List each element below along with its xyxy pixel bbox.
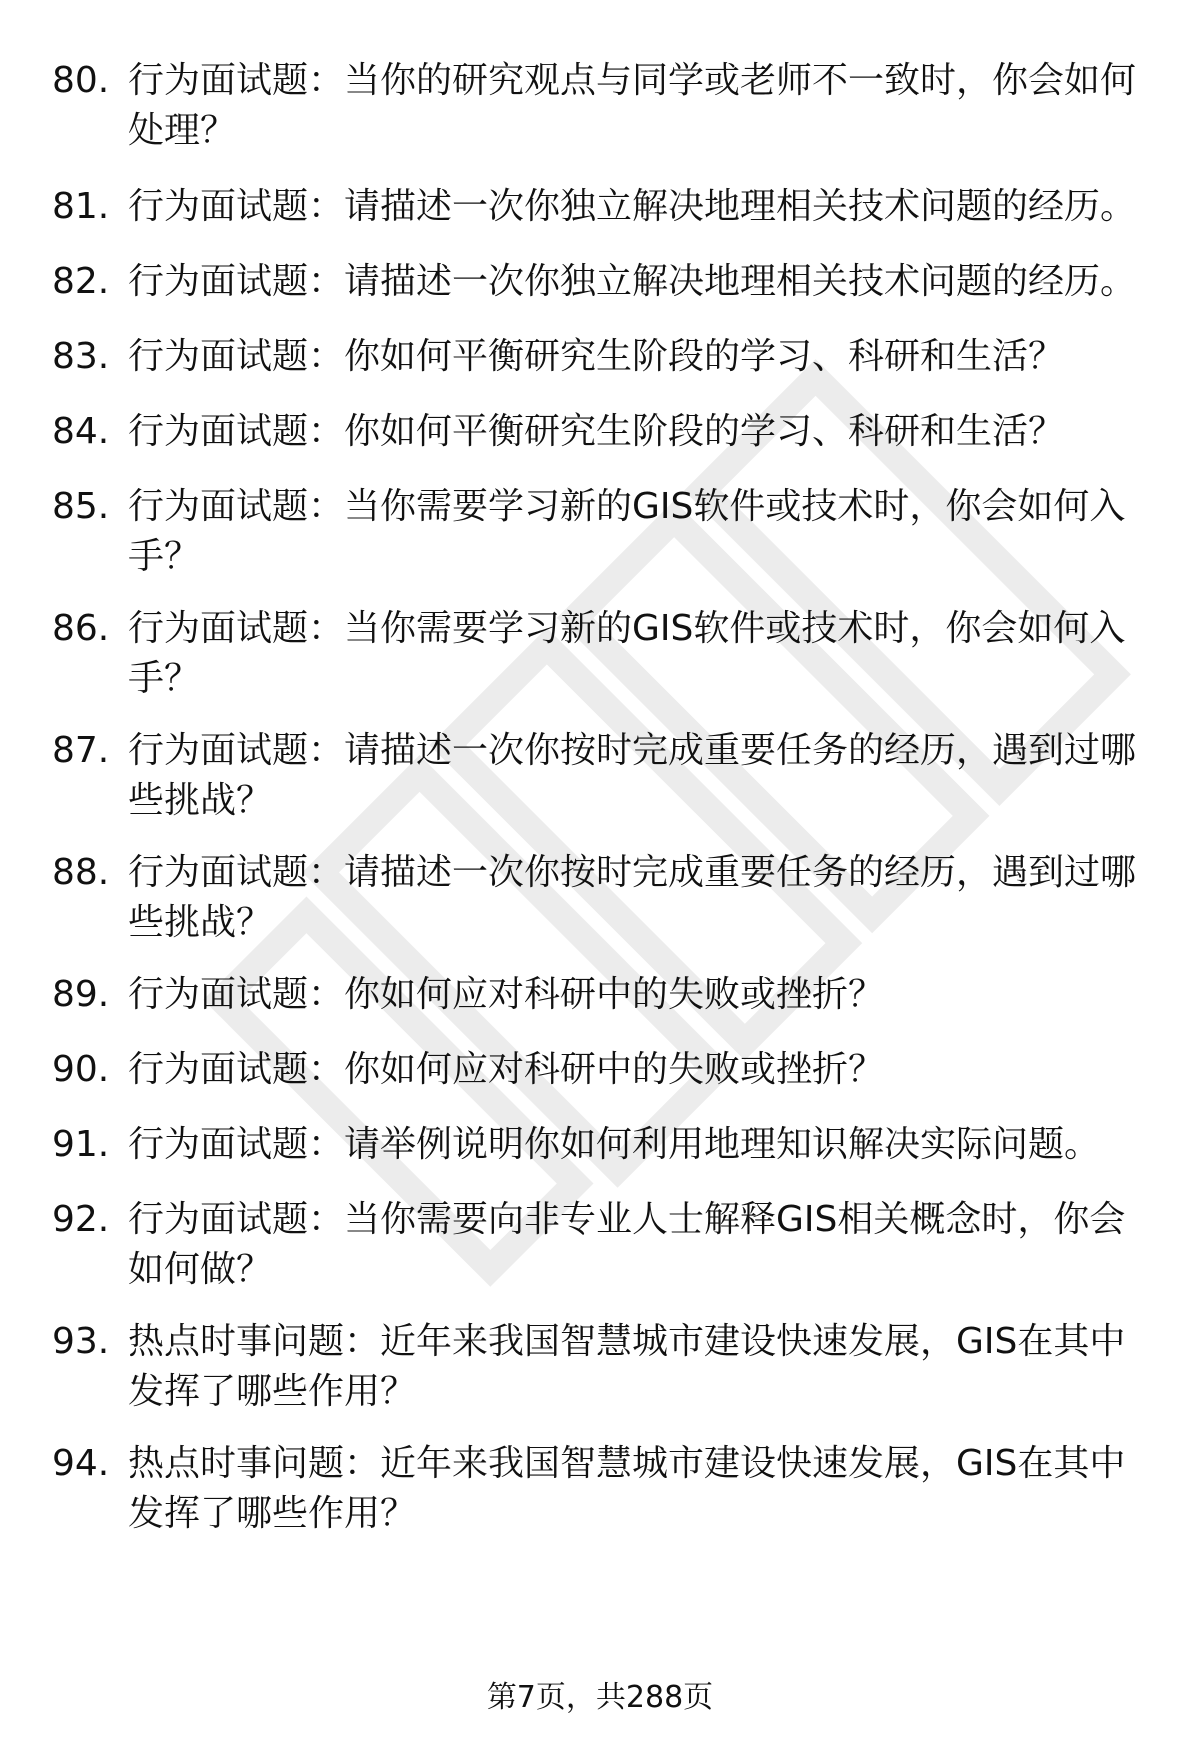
item-number: 88. — [52, 852, 110, 893]
item-number: 94. — [52, 1443, 110, 1484]
list-item — [52, 1120, 1152, 1170]
item-text: 行为面试题：当你需要学习新的GIS软件或技术时，你会如何入手？ — [128, 486, 1126, 577]
list-item — [52, 56, 1152, 156]
item-text: 行为面试题：你如何应对科研中的失败或挫折？ — [128, 974, 885, 1015]
item-text: 行为面试题：请描述一次你按时完成重要任务的经历，遇到过哪些挑战？ — [128, 852, 1137, 943]
item-text: 行为面试题：当你需要向非专业人士解释GIS相关概念时，你会如何做？ — [128, 1199, 1126, 1290]
list-item — [52, 604, 1152, 704]
item-text: 行为面试题：你如何应对科研中的失败或挫折？ — [128, 1049, 885, 1090]
question-list — [52, 56, 1152, 1539]
list-item — [52, 257, 1152, 307]
item-text: 行为面试题：你如何平衡研究生阶段的学习、科研和生活？ — [128, 411, 1065, 452]
item-text: 行为面试题：你如何平衡研究生阶段的学习、科研和生活？ — [128, 336, 1065, 377]
item-text: 热点时事问题：近年来我国智慧城市建设快速发展，GIS在其中发挥了哪些作用？ — [128, 1321, 1126, 1412]
item-text: 行为面试题：请描述一次你独立解决地理相关技术问题的经历。 — [128, 186, 1137, 227]
list-item — [52, 970, 1152, 1020]
item-number: 87. — [52, 730, 110, 771]
list-item — [52, 1045, 1152, 1095]
item-number: 84. — [52, 411, 110, 452]
item-number: 83. — [52, 336, 110, 377]
list-item — [52, 332, 1152, 382]
item-number: 80. — [52, 60, 110, 101]
item-text: 行为面试题：请描述一次你按时完成重要任务的经历，遇到过哪些挑战？ — [128, 730, 1137, 821]
page-footer: 第7页，共288页 — [486, 1680, 714, 1715]
item-number: 81. — [52, 186, 110, 227]
item-number: 86. — [52, 608, 110, 649]
item-number: 93. — [52, 1321, 110, 1362]
list-item — [52, 1195, 1152, 1295]
list-item — [52, 182, 1152, 232]
item-text: 热点时事问题：近年来我国智慧城市建设快速发展，GIS在其中发挥了哪些作用？ — [128, 1443, 1126, 1534]
item-text: 行为面试题：请举例说明你如何利用地理知识解决实际问题。 — [128, 1124, 1101, 1165]
item-number: 91. — [52, 1124, 110, 1165]
list-item — [52, 1439, 1152, 1539]
list-item — [52, 726, 1152, 826]
list-item — [52, 848, 1152, 948]
item-text: 行为面试题：请描述一次你独立解决地理相关技术问题的经历。 — [128, 261, 1137, 302]
item-number: 92. — [52, 1199, 110, 1240]
list-item — [52, 482, 1152, 582]
item-number: 89. — [52, 974, 110, 1015]
list-item — [52, 407, 1152, 457]
item-number: 82. — [52, 261, 110, 302]
item-number: 85. — [52, 486, 110, 527]
item-number: 90. — [52, 1049, 110, 1090]
item-text: 行为面试题：当你需要学习新的GIS软件或技术时，你会如何入手？ — [128, 608, 1126, 699]
list-item — [52, 1317, 1152, 1417]
item-text: 行为面试题：当你的研究观点与同学或老师不一致时，你会如何处理？ — [128, 60, 1137, 151]
